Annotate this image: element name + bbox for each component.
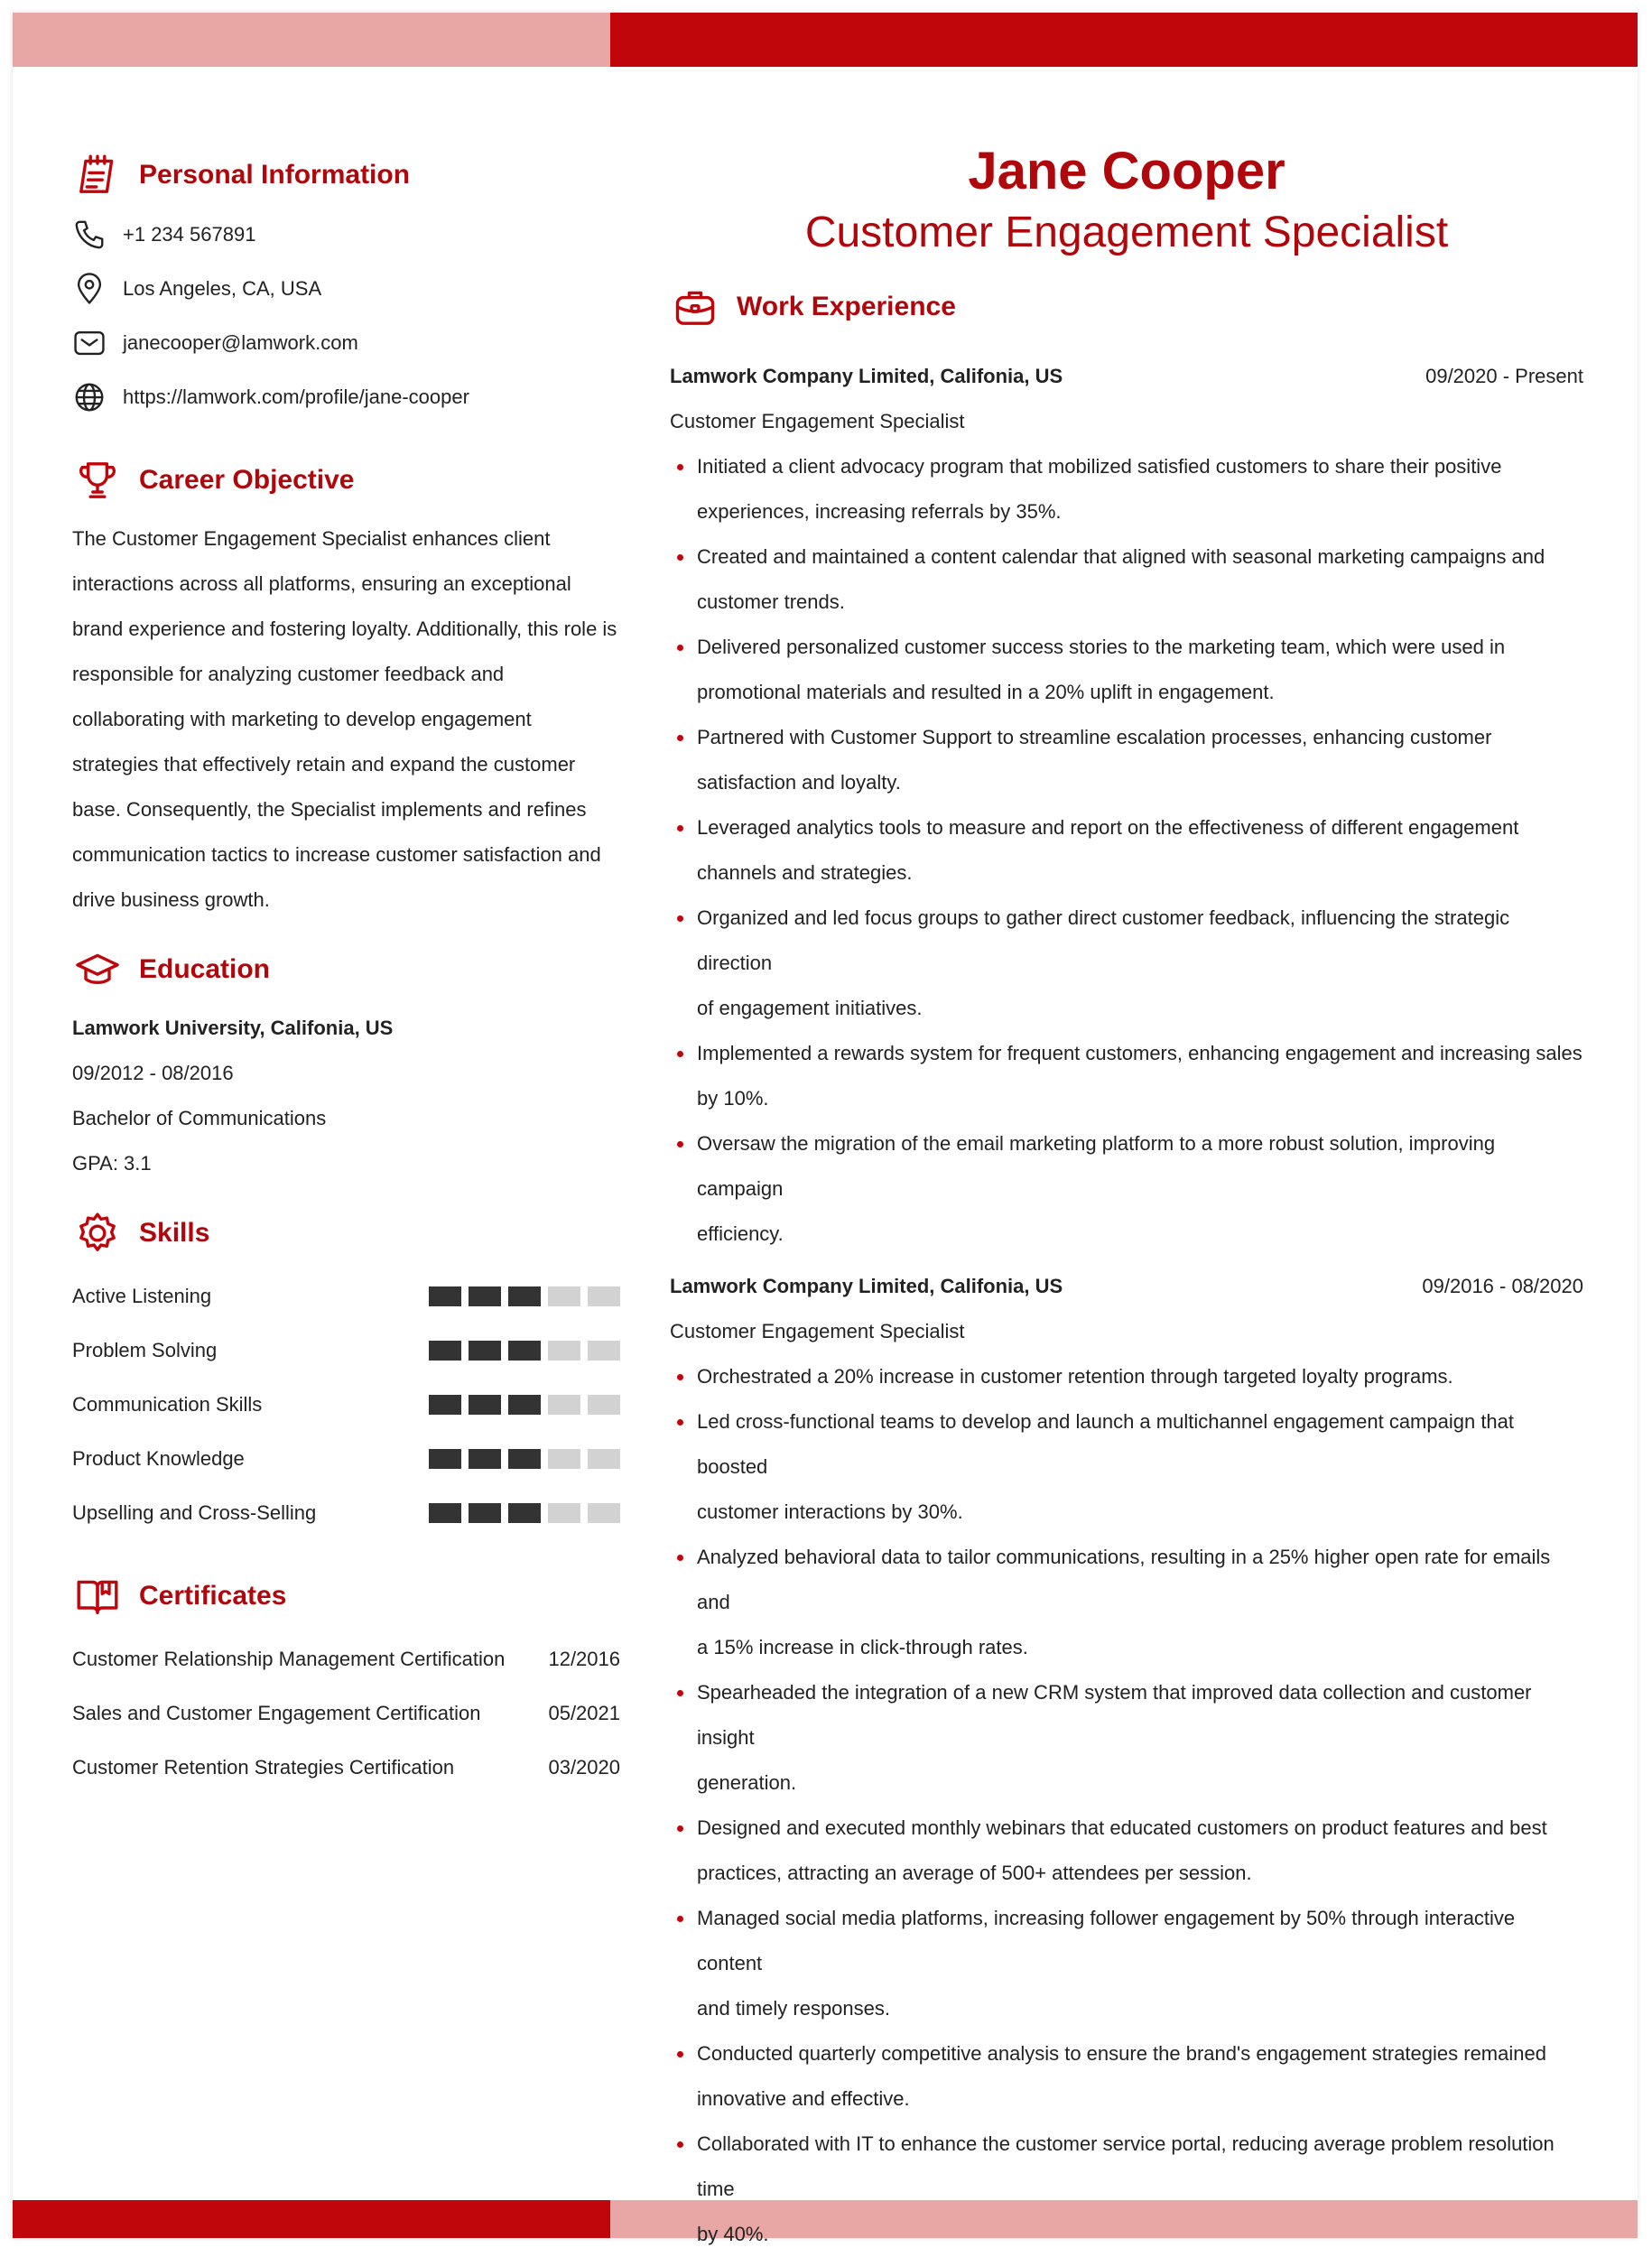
contact-website bbox=[72, 370, 620, 424]
skill-level-segment bbox=[508, 1286, 541, 1306]
job-company: Lamwork Company Limited, Califonia, US bbox=[670, 1275, 1063, 1297]
skill-level-segment bbox=[429, 1449, 461, 1469]
job-bullet-line: Delivered personalized customer success stories to the marketing team, which were used in bbox=[697, 636, 1506, 658]
job-bullet bbox=[670, 2122, 1583, 2257]
job-bullet-line: customer trends. bbox=[697, 590, 845, 613]
contact-email bbox=[72, 316, 620, 370]
job-title: Customer Engagement Specialist bbox=[670, 1320, 965, 1342]
job-bullet-line: satisfaction and loyalty. bbox=[697, 771, 901, 794]
job-bullet-line: Conducted quarterly competitive analysis to ensure the brand's engagement strategies remained bbox=[697, 2042, 1546, 2065]
job-bullet-line: promotional materials and resulted in a 20% uplift in engagement. bbox=[697, 681, 1275, 703]
job-company: Lamwork Company Limited, Califonia, US bbox=[670, 365, 1063, 387]
skill-level-bar bbox=[429, 1341, 620, 1361]
resume-page bbox=[13, 13, 1638, 2245]
job-bullet bbox=[670, 896, 1583, 1031]
job-dates: 09/2020 - Present bbox=[1425, 365, 1583, 387]
section-title: Certificates bbox=[139, 1581, 287, 1611]
job-header bbox=[670, 354, 1583, 399]
section-title: Career Objective bbox=[139, 465, 355, 495]
phone-icon bbox=[72, 218, 107, 252]
career-objective-header bbox=[72, 453, 620, 507]
education-dates: 09/2012 - 08/2016 bbox=[72, 1062, 234, 1084]
skill-level-segment bbox=[469, 1286, 501, 1306]
skill-level-segment bbox=[548, 1341, 580, 1361]
job-bullet-line: by 40%. bbox=[697, 2223, 769, 2245]
personal-info-icon bbox=[72, 150, 123, 200]
skill-level-segment bbox=[429, 1395, 461, 1415]
trophy-icon bbox=[72, 455, 123, 506]
skill-row bbox=[72, 1432, 620, 1486]
objective-line: communication tactics to increase customer satisfaction and bbox=[72, 843, 601, 866]
job-bullet-line: Spearheaded the integration of a new CRM system that improved data collection and customer insight bbox=[697, 1681, 1532, 1749]
skill-row bbox=[72, 1378, 620, 1432]
objective-line: brand experience and fostering loyalty. Additionally, this role is bbox=[72, 618, 617, 640]
top-bar-left bbox=[13, 13, 610, 67]
skill-level-segment bbox=[429, 1341, 461, 1361]
job-bullet-line: innovative and effective. bbox=[697, 2087, 910, 2110]
certificate-date: 03/2020 bbox=[548, 1756, 620, 1779]
job-bullet-line: Managed social media platforms, increasing follower engagement by 50% through interactive content bbox=[697, 1907, 1516, 1974]
objective-line: collaborating with marketing to develop engagement bbox=[72, 708, 532, 730]
objective-line: base. Consequently, the Specialist implements and refines bbox=[72, 798, 587, 821]
skill-row bbox=[72, 1486, 620, 1540]
job-bullet-line: Designed and executed monthly webinars that educated customers on product features and best bbox=[697, 1816, 1547, 1839]
email-text[interactable]: janecooper@lamwork.com bbox=[123, 331, 358, 354]
job-title: Customer Engagement Specialist bbox=[670, 410, 965, 432]
personal-info-header bbox=[72, 148, 620, 202]
briefcase-icon bbox=[670, 282, 720, 332]
skill-row bbox=[72, 1269, 620, 1324]
skill-name: Communication Skills bbox=[72, 1393, 263, 1416]
skill-row bbox=[72, 1324, 620, 1378]
job-bullet-line: Led cross-functional teams to develop and launch a multichannel engagement campaign that boosted bbox=[697, 1410, 1515, 1478]
skill-level-segment bbox=[548, 1395, 580, 1415]
job-header bbox=[670, 1264, 1583, 1309]
job-bullet-line: generation. bbox=[697, 1771, 797, 1794]
job-bullet-line: Orchestrated a 20% increase in customer retention through targeted loyalty programs. bbox=[697, 1365, 1453, 1388]
job-bullet bbox=[670, 1399, 1583, 1535]
education-degree: Bachelor of Communications bbox=[72, 1107, 327, 1129]
skill-level-segment bbox=[588, 1341, 620, 1361]
job-bullet bbox=[670, 715, 1583, 805]
skill-level-segment bbox=[508, 1341, 541, 1361]
skill-level-segment bbox=[429, 1503, 461, 1523]
skills-header bbox=[72, 1206, 620, 1260]
skills-list bbox=[72, 1269, 620, 1540]
certificate-date: 05/2021 bbox=[548, 1702, 620, 1724]
job-bullet-line: efficiency. bbox=[697, 1222, 784, 1245]
job-bullet bbox=[670, 1670, 1583, 1806]
job-bullet-line: experiences, increasing referrals by 35%. bbox=[697, 500, 1062, 523]
bottom-bar-left bbox=[13, 2200, 610, 2238]
skill-level-segment bbox=[508, 1395, 541, 1415]
contact-location bbox=[72, 262, 620, 316]
skill-name: Active Listening bbox=[72, 1285, 212, 1307]
job-bullet-line: customer interactions by 30%. bbox=[697, 1500, 963, 1523]
contact-phone bbox=[72, 208, 620, 262]
education-header bbox=[72, 943, 620, 997]
skill-level-segment bbox=[588, 1286, 620, 1306]
job-bullet bbox=[670, 1896, 1583, 2031]
education-school: Lamwork University, Califonia, US bbox=[72, 1017, 394, 1039]
skill-name: Problem Solving bbox=[72, 1339, 218, 1361]
right-column bbox=[670, 139, 1583, 2257]
certificate-date: 12/2016 bbox=[548, 1648, 620, 1670]
job-bullet-line: Organized and led focus groups to gather direct customer feedback, influencing the strategic direction bbox=[697, 906, 1510, 974]
website-text[interactable]: https://lamwork.com/profile/jane-cooper bbox=[123, 385, 469, 408]
skill-level-segment bbox=[508, 1503, 541, 1523]
certificate-name: Sales and Customer Engagement Certification bbox=[72, 1702, 481, 1724]
job-bullet-line: practices, attracting an average of 500+ attendees per session. bbox=[697, 1862, 1252, 1884]
objective-line: responsible for analyzing customer feedback and bbox=[72, 663, 505, 685]
location-text: Los Angeles, CA, USA bbox=[123, 277, 322, 300]
job-bullet-line: of engagement initiatives. bbox=[697, 997, 923, 1019]
work-experience-header bbox=[670, 280, 1583, 334]
job-dates: 09/2016 - 08/2020 bbox=[1422, 1275, 1583, 1297]
job-bullet-line: a 15% increase in click-through rates. bbox=[697, 1636, 1028, 1658]
skill-level-bar bbox=[429, 1449, 620, 1469]
objective-line: strategies that effectively retain and expand the customer bbox=[72, 753, 576, 776]
job-bullet-line: Analyzed behavioral data to tailor communications, resulting in a 25% higher open rate for emails and bbox=[697, 1546, 1551, 1613]
section-title: Skills bbox=[139, 1218, 210, 1248]
skill-level-segment bbox=[548, 1503, 580, 1523]
job-bullet bbox=[670, 625, 1583, 715]
certificate-name: Customer Relationship Management Certification bbox=[72, 1648, 506, 1670]
skill-level-segment bbox=[469, 1395, 501, 1415]
jobs-list bbox=[670, 354, 1583, 2257]
skill-name: Upselling and Cross-Selling bbox=[72, 1501, 317, 1524]
objective-line: drive business growth. bbox=[72, 888, 270, 911]
job-bullet-line: Oversaw the migration of the email marketing platform to a more robust solution, improving campaign bbox=[697, 1132, 1496, 1200]
job-bullet-line: Implemented a rewards system for frequent customers, enhancing engagement and increasing sales bbox=[697, 1042, 1582, 1064]
job-bullets bbox=[670, 1354, 1583, 2257]
skill-level-segment bbox=[588, 1395, 620, 1415]
skill-level-segment bbox=[469, 1503, 501, 1523]
top-bar-right bbox=[610, 13, 1638, 67]
skill-level-bar bbox=[429, 1286, 620, 1306]
certificate-name: Customer Retention Strategies Certification bbox=[72, 1756, 455, 1779]
certificates-header bbox=[72, 1569, 620, 1623]
career-objective-text bbox=[72, 516, 620, 923]
job-bullet bbox=[670, 1031, 1583, 1121]
section-title: Personal Information bbox=[139, 160, 411, 190]
skill-level-segment bbox=[548, 1286, 580, 1306]
candidate-role: Customer Engagement Specialist bbox=[804, 209, 1449, 256]
objective-line: The Customer Engagement Specialist enhances client bbox=[72, 527, 551, 550]
skill-level-segment bbox=[548, 1449, 580, 1469]
job-bullet bbox=[670, 1535, 1583, 1670]
job-bullet bbox=[670, 534, 1583, 625]
certificate-row bbox=[72, 1632, 620, 1686]
job-bullet bbox=[670, 805, 1583, 896]
objective-line: interactions across all platforms, ensuring an exceptional bbox=[72, 572, 571, 595]
section-title: Education bbox=[139, 954, 271, 984]
gear-icon bbox=[72, 1208, 123, 1259]
skill-level-segment bbox=[588, 1449, 620, 1469]
job-bullet-line: channels and strategies. bbox=[697, 861, 913, 884]
skill-level-segment bbox=[469, 1449, 501, 1469]
job-bullets bbox=[670, 444, 1583, 1257]
job-bullet-line: Partnered with Customer Support to streamline escalation processes, enhancing customer bbox=[697, 726, 1492, 748]
job-bullet-line: Collaborated with IT to enhance the customer service portal, reducing average problem resolution time bbox=[697, 2132, 1555, 2200]
job-bullet bbox=[670, 1354, 1583, 1399]
book-icon bbox=[72, 1571, 123, 1621]
skill-level-segment bbox=[469, 1341, 501, 1361]
skill-level-segment bbox=[429, 1286, 461, 1306]
skill-level-segment bbox=[508, 1449, 541, 1469]
globe-icon bbox=[72, 380, 107, 414]
job-entry bbox=[670, 1264, 1583, 2257]
job-bullet bbox=[670, 2031, 1583, 2122]
certificate-row bbox=[72, 1741, 620, 1795]
graduation-cap-icon bbox=[72, 944, 123, 995]
job-bullet-line: and timely responses. bbox=[697, 1997, 890, 2020]
candidate-name: Jane Cooper bbox=[968, 142, 1285, 200]
skill-name: Product Knowledge bbox=[72, 1447, 245, 1470]
section-title: Work Experience bbox=[737, 292, 956, 321]
education-gpa: GPA: 3.1 bbox=[72, 1152, 152, 1175]
skill-level-segment bbox=[588, 1503, 620, 1523]
job-bullet-line: Initiated a client advocacy program that mobilized satisfied customers to share their positive bbox=[697, 455, 1502, 478]
skill-level-bar bbox=[429, 1395, 620, 1415]
location-icon bbox=[72, 272, 107, 306]
job-bullet bbox=[670, 444, 1583, 534]
certificate-row bbox=[72, 1686, 620, 1741]
job-bullet bbox=[670, 1121, 1583, 1257]
left-column bbox=[72, 148, 620, 1795]
job-entry bbox=[670, 354, 1583, 1257]
email-icon bbox=[72, 326, 107, 360]
phone-text: +1 234 567891 bbox=[123, 223, 256, 246]
job-bullet-line: Leveraged analytics tools to measure and report on the effectiveness of different engagement bbox=[697, 816, 1519, 839]
skill-level-bar bbox=[429, 1503, 620, 1523]
job-bullet-line: by 10%. bbox=[697, 1087, 769, 1110]
job-bullet-line: Created and maintained a content calendar that aligned with seasonal marketing campaigns and bbox=[697, 545, 1545, 568]
job-bullet bbox=[670, 1806, 1583, 1896]
